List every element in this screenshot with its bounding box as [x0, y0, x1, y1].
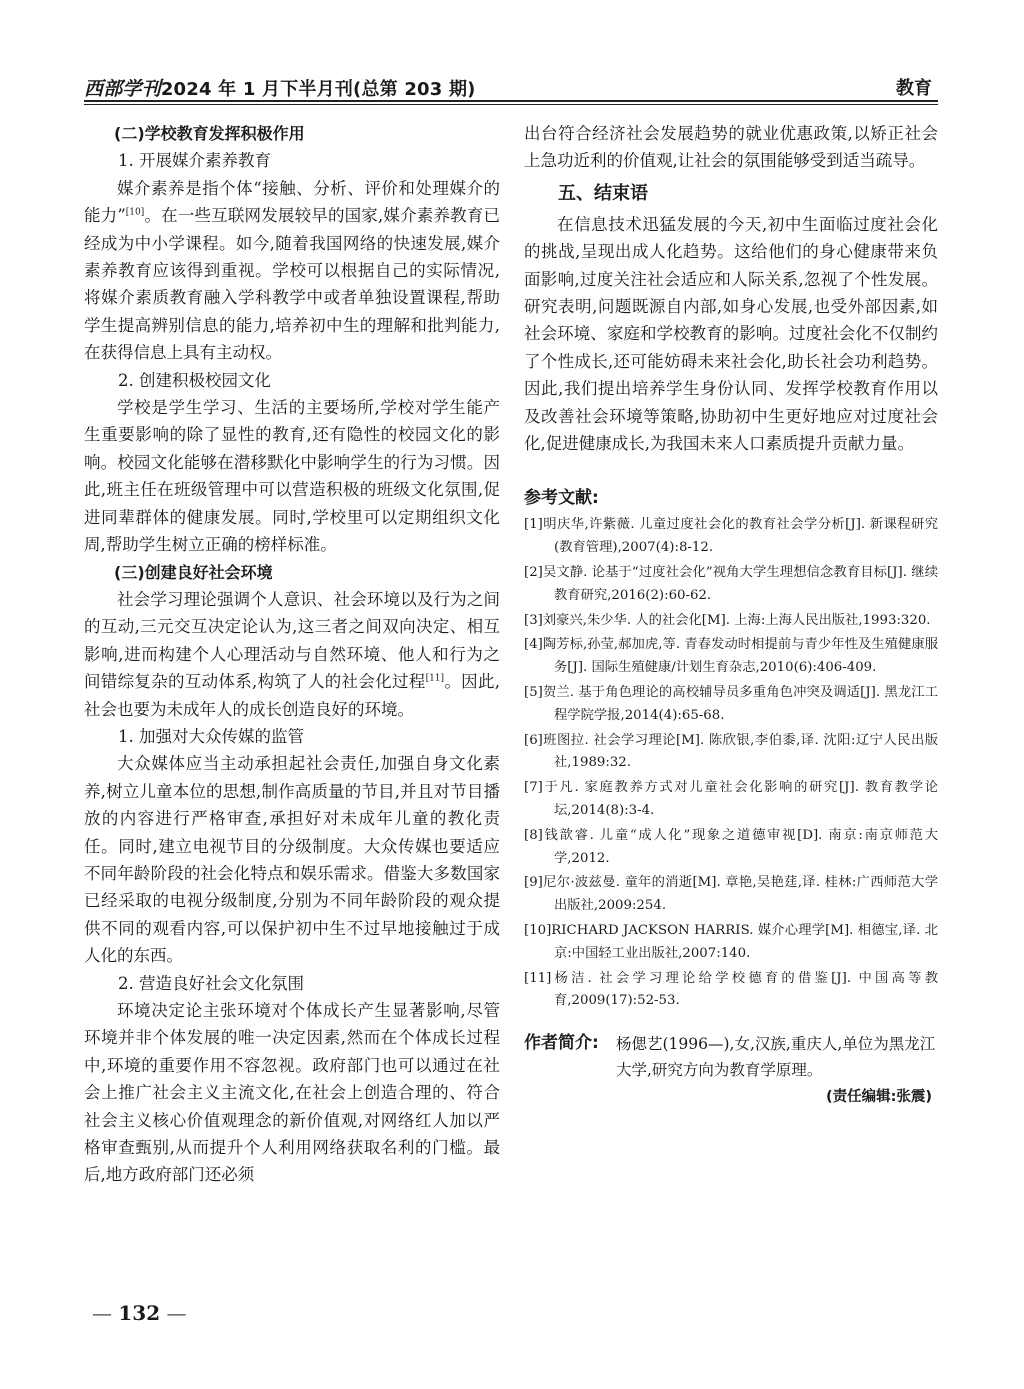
text-media-literacy-b: 。在一些互联网发展较早的国家,媒介素养教育已经成为中小学课程。如今,随着我国网络的快速发展,媒介素养教育应该得到重视。学校可以根据自己的实际情况,将媒介素质教育融入学科教学中或者单独设置课程,帮助学生提高辨别信息的能力,培养初中生的理解和批判能力,在获得信息上具有主动权。: [84, 206, 500, 363]
heading-media-literacy: 1. 开展媒介素养教育: [118, 151, 271, 171]
page-number-value: 132: [118, 1301, 161, 1325]
author-bio-label: 作者简介:: [524, 1033, 599, 1054]
paragraph-continued: 出台符合经济社会发展趋势的就业优惠政策,以矫正社会上急功近利的价值观,让社会的氛围能够受到适当疏导。: [524, 124, 938, 171]
text-media-literacy-a: 媒介素养是指个体“接触、分析、评价和处理媒介的能力”: [84, 178, 500, 226]
reference-item: [6]班图拉. 社会学习理论[M]. 陈欣银,李伯黍,译. 沈阳:辽宁人民出版社,1989:32.: [524, 732, 938, 771]
author-bio-text: 杨偲艺(1996—),女,汉族,重庆人,单位为黑龙江大学,研究方向为教育学原理。: [616, 1035, 936, 1080]
reference-item: [8]钱歆睿. 儿童“成人化”现象之道德审视[D]. 南京:南京师范大学,2012.: [524, 827, 938, 866]
paragraph-media-literacy: [84, 175, 500, 367]
citation-10: [10]: [125, 207, 145, 218]
heading-social-culture: 2. 营造良好社会文化氛围: [118, 973, 304, 993]
paragraph-social-culture: 环境决定论主张环境对个体成长产生显著影响,尽管环境并非个体发展的唯一决定因素,然而在个体成长过程中,环境的重要作用不容忽视。政府部门也可以通过在社会上推广社会主义主流文化,在社会上创造合理的、符合社会主义核心价值观理念的新价值观,对网络红人加以严格审查甄别,从而提升个人利用网络获取名利的门槛。最后,地方政府部门还必须: [84, 1001, 500, 1185]
heading-campus-culture: 2. 创建积极校园文化: [118, 370, 271, 390]
reference-item: [10]RICHARD JACKSON HARRIS. 媒介心理学[M]. 相德宝,译. 北京:中国轻工业出版社,2007:140.: [524, 923, 938, 961]
author-bio: [524, 1031, 938, 1083]
references-list: [524, 514, 938, 1013]
reference-item: [3]刘豪兴,朱少华. 人的社会化[M]. 上海:上海人民出版社,1993:320.: [524, 612, 931, 628]
reference-item: [7]于凡. 家庭教养方式对儿童社会化影响的研究[J]. 教育教学论坛,2014(8):3-4.: [524, 780, 938, 819]
header-rule: [84, 100, 938, 102]
responsible-editor: (责任编辑:张震): [825, 1089, 932, 1106]
page-number-dash-left: —: [92, 1301, 119, 1325]
page-header: [84, 70, 938, 104]
text-social-b: 。因此,社会也要为未成年人的成长创造良好的环境。: [84, 672, 500, 719]
reference-item: [4]陶芳标,孙莹,郝加虎,等. 青春发动时相提前与青少年性及生殖健康服务[J]. 国际生殖健康/计划生育杂志,2010(6):406-409.: [524, 637, 938, 676]
page-number-dash-right: —: [160, 1301, 187, 1325]
reference-item: [1]明庆华,许紫薇. 儿童过度社会化的教育社会学分析[J]. 新课程研究(教育管理),2007(4):8-12.: [524, 517, 938, 556]
journal-masthead: [84, 74, 476, 101]
paragraph-conclusion: 在信息技术迅猛发展的今天,初中生面临过度社会化的挑战,呈现出成人化趋势。这给他们的身心健康带来负面影响,过度关注社会适应和人际关系,忽视了个性发展。研究表明,问题既源自内部,如身心发展,也受外部因素,如社会环境、家庭和学校教育的影响。过度社会化不仅制约了个性成长,还可能妨碍未来社会化,助长社会功利趋势。因此,我们提出培养学生身份认同、发挥学校教育作用以及改善社会环境等策略,协助初中生更好地应对过度社会化,促进健康成长,为我国未来人口素质提升贡献力量。: [524, 214, 938, 454]
paragraph-social-environment: [84, 586, 500, 723]
reference-item: [11]杨洁. 社会学习理论给学校德育的借鉴[J]. 中国高等教育,2009(17):52-53.: [524, 970, 938, 1009]
left-column: [84, 120, 500, 1189]
reference-item: [5]贺兰. 基于角色理论的高校辅导员多重角色冲突及调适[J]. 黑龙江工程学院学报,2014(4):65-68.: [524, 685, 938, 723]
text-social-a: 社会学习理论强调个人意识、社会环境以及行为之间的互动,三元交互决定论认为,这三者之间双向决定、相互影响,进而构建个人心理活动与自然环境、他人和行为之间错综复杂的互动体系,构筑了人的社会化过程: [84, 589, 500, 692]
reference-item: [2]吴文静. 论基于“过度社会化”视角大学生理想信念教育目标[J]. 继续教育研究,2016(2):60-62.: [524, 565, 938, 603]
header-rule-thin: [84, 104, 938, 105]
section-tag: 教育: [896, 78, 932, 99]
heading-school-education: (二)学校教育发挥积极作用: [114, 124, 305, 143]
citation-11: [11]: [425, 673, 445, 684]
heading-conclusion: 五、结束语: [558, 182, 648, 204]
issue-info: 2024 年 1 月下半月刊(总第 203 期): [160, 79, 476, 100]
journal-logo: 西部学刊: [84, 78, 161, 100]
paragraph-media-supervision: 大众媒体应当主动承担起社会责任,加强自身文化素养,树立儿童本位的思想,制作高质量的节目,并且对节目播放的内容进行严格审查,承担好对未成年儿童的教化责任。同时,建立电视节目的分级制度。大众传媒也要适应不同年龄阶段的社会化特点和娱乐需求。借鉴大多数国家已经采取的电视分级制度,分别为不同年龄阶段的观众提供不同的观看内容,可以保护初中生不过早地接触过于成人化的东西。: [84, 754, 500, 966]
page-number: [92, 1301, 186, 1325]
references-title: 参考文献:: [524, 488, 599, 509]
paragraph-campus-culture: 学校是学生学习、生活的主要场所,学校对学生能产生重要影响的除了显性的教育,还有隐性的校园文化的影响。校园文化能够在潜移默化中影响学生的行为习惯。因此,班主任在班级管理中可以营造积极的班级文化氛围,促进同辈群体的健康发展。同时,学校里可以定期组织文化周,帮助学生树立正确的榜样标准。: [84, 398, 500, 555]
reference-item: [9]尼尔·波兹曼. 童年的消逝[M]. 章艳,吴艳莛,译. 桂林:广西师范大学出版社,2009:254.: [524, 875, 938, 914]
right-column: [524, 120, 938, 1106]
heading-media-supervision: 1. 加强对大众传媒的监管: [118, 726, 304, 746]
heading-social-environment: (三)创建良好社会环境: [114, 562, 273, 582]
